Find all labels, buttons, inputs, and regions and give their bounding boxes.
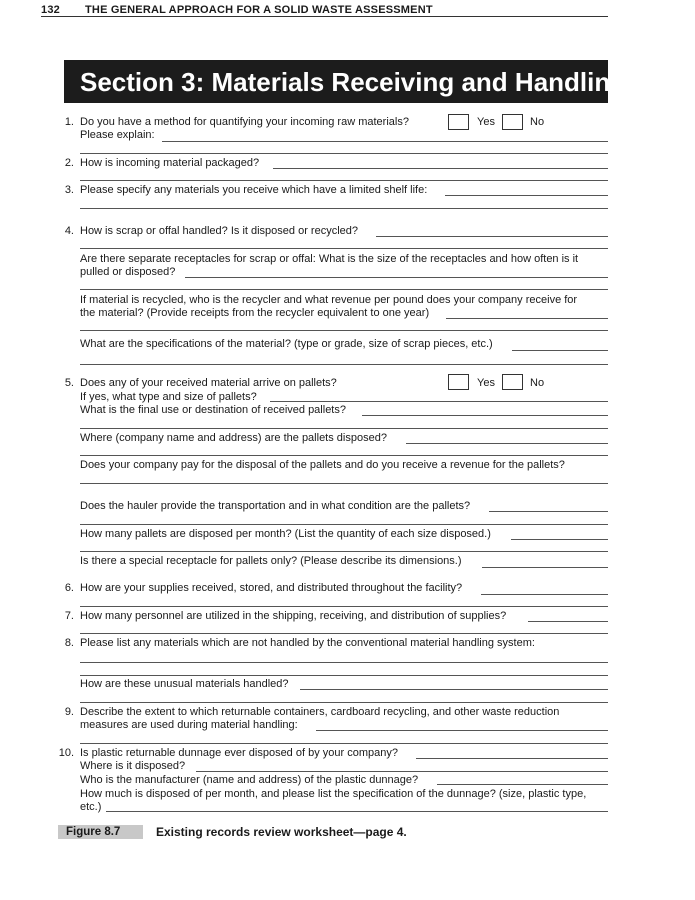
q7-text: How many personnel are utilized in the shipping, receiving, and distribution of supplies? <box>80 610 507 622</box>
q1-yes-checkbox[interactable] <box>448 114 469 130</box>
q5d-answer-line[interactable] <box>80 483 608 484</box>
q5f-text: How many pallets are disposed per month? (List the quantity of each size disposed.) <box>80 528 491 540</box>
q10c-text-line2: etc.) <box>80 801 102 813</box>
q2-answer-line[interactable] <box>273 168 608 169</box>
q1-explain-label: Please explain: <box>80 129 155 141</box>
q3-number: 3. <box>64 184 74 196</box>
q6-text: How are your supplies received, stored, and distributed throughout the facility? <box>80 582 463 594</box>
q4c-answer-line[interactable] <box>80 364 608 365</box>
q4b-text-line1: If material is recycled, who is the recycler and what revenue per pound does your company receive for <box>80 294 578 306</box>
q4-answer-line[interactable] <box>376 236 608 237</box>
q8-number: 8. <box>64 637 74 649</box>
figure-caption: Existing records review worksheet—page 4. <box>156 825 407 839</box>
q4b-text-line2: the material? (Provide receipts from the recycler equivalent to one year) <box>80 307 430 319</box>
q1-yes-label: Yes <box>477 116 495 128</box>
figure-label: Figure 8.7 <box>58 825 143 839</box>
q1-answer-line[interactable] <box>162 141 608 142</box>
q2-text: How is incoming material packaged? <box>80 157 260 169</box>
q5-yes-label: Yes <box>477 377 495 389</box>
q10c-text-line1: How much is disposed of per month, and please list the specification of the dunnage? (size, plastic type, <box>80 788 587 800</box>
q3-answer-line[interactable] <box>80 208 608 209</box>
q5a-text: If yes, what type and size of pallets? <box>80 391 257 403</box>
q2-number: 2. <box>64 157 74 169</box>
q10b-answer-line[interactable] <box>437 784 608 785</box>
q6-answer-line[interactable] <box>80 606 608 607</box>
q9-answer-line[interactable] <box>80 743 608 744</box>
q5f-answer-line[interactable] <box>80 551 608 552</box>
q10a-text: Where is it disposed? <box>80 760 186 772</box>
q9-answer-line[interactable] <box>316 730 608 731</box>
q5b-answer-line[interactable] <box>80 428 608 429</box>
q5e-answer-line[interactable] <box>489 511 608 512</box>
q5-no-checkbox[interactable] <box>502 374 523 390</box>
q8-answer-line[interactable] <box>80 675 608 676</box>
q4a-answer-line[interactable] <box>185 277 608 278</box>
q2-answer-line[interactable] <box>80 180 608 181</box>
q1-number: 1. <box>64 116 74 128</box>
q10-text: Is plastic returnable dunnage ever disposed of by your company? <box>80 747 398 759</box>
q10-number: 10. <box>58 747 74 759</box>
q4a-answer-line[interactable] <box>80 289 608 290</box>
q8a-answer-line[interactable] <box>300 689 608 690</box>
q5e-text: Does the hauler provide the transportation and in what condition are the pallets? <box>80 500 471 512</box>
q8-text: Please list any materials which are not handled by the conventional material handling system: <box>80 637 535 649</box>
q5g-text: Is there a special receptacle for pallets only? (Please describe its dimensions.) <box>80 555 462 567</box>
q9-text-line2: measures are used during material handling: <box>80 719 298 731</box>
header-rule <box>41 16 608 17</box>
q10b-text: Who is the manufacturer (name and address) of the plastic dunnage? <box>80 774 419 786</box>
q5e-answer-line[interactable] <box>80 524 608 525</box>
q5c-answer-line[interactable] <box>80 455 608 456</box>
q5-no-label: No <box>530 377 545 389</box>
q1-answer-line[interactable] <box>80 153 608 154</box>
q5-yes-checkbox[interactable] <box>448 374 469 390</box>
q8a-answer-line[interactable] <box>80 702 608 703</box>
q5-number: 5. <box>64 377 74 389</box>
q4a-text-line2: pulled or disposed? <box>80 266 176 278</box>
q5-text: Does any of your received material arrive on pallets? <box>80 377 337 389</box>
q1-no-checkbox[interactable] <box>502 114 523 130</box>
q5a-answer-line[interactable] <box>270 401 608 402</box>
q1-no-label: No <box>530 116 545 128</box>
q1-text: Do you have a method for quantifying your incoming raw materials? <box>80 116 409 128</box>
q4b-answer-line[interactable] <box>80 330 608 331</box>
q8a-text: How are these unusual materials handled? <box>80 678 289 690</box>
q5b-text: What is the final use or destination of received pallets? <box>80 404 346 416</box>
q7-answer-line[interactable] <box>528 621 608 622</box>
section-title: Section 3: Materials Receiving and Handling <box>80 67 627 97</box>
q4-text: How is scrap or offal handled? Is it disposed or recycled? <box>80 225 358 237</box>
q3-answer-line[interactable] <box>445 195 608 196</box>
q10c-answer-line[interactable] <box>106 811 608 812</box>
q7-number: 7. <box>64 610 74 622</box>
q8-answer-line[interactable] <box>80 662 608 663</box>
q5c-answer-line[interactable] <box>406 443 608 444</box>
running-title: THE GENERAL APPROACH FOR A SOLID WASTE ASSESSMENT <box>85 4 433 16</box>
q10-answer-line[interactable] <box>416 758 608 759</box>
q9-text-line1: Describe the extent to which returnable containers, cardboard recycling, and other waste reduction <box>80 706 560 718</box>
q4a-text-line1: Are there separate receptacles for scrap or offal: What is the size of the receptacles and how often is it <box>80 253 579 265</box>
q4-answer-line[interactable] <box>80 248 608 249</box>
q5f-answer-line[interactable] <box>511 539 608 540</box>
q4c-text: What are the specifications of the material? (type or grade, size of scrap pieces, etc.) <box>80 338 493 350</box>
page-number: 132 <box>41 4 60 16</box>
q3-text: Please specify any materials you receive which have a limited shelf life: <box>80 184 428 196</box>
q5d-text: Does your company pay for the disposal of the pallets and do you receive a revenue for the pallets? <box>80 459 565 471</box>
q4c-answer-line[interactable] <box>512 350 608 351</box>
q10a-answer-line[interactable] <box>196 771 608 772</box>
q4b-answer-line[interactable] <box>446 318 608 319</box>
q9-number: 9. <box>64 706 74 718</box>
q6-answer-line[interactable] <box>481 594 608 595</box>
q5c-text: Where (company name and address) are the pallets disposed? <box>80 432 387 444</box>
q6-number: 6. <box>64 582 74 594</box>
q5g-answer-line[interactable] <box>482 567 608 568</box>
q5b-answer-line[interactable] <box>362 415 608 416</box>
q7-answer-line[interactable] <box>80 633 608 634</box>
q4-number: 4. <box>64 225 74 237</box>
